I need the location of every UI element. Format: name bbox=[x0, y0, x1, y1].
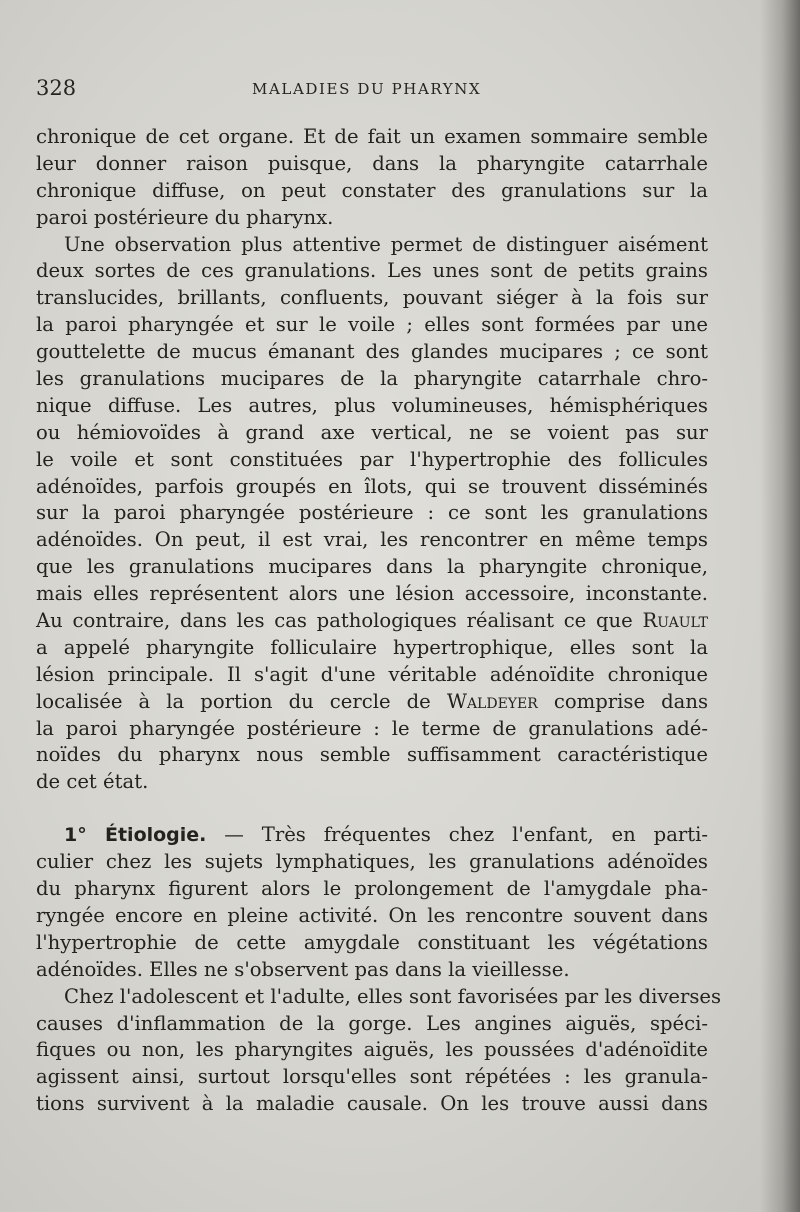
text-line: nique diffuse. Les autres, plus volumineuses, hémisphériques bbox=[36, 393, 708, 417]
paragraph-2 bbox=[36, 232, 708, 797]
page-number: 328 bbox=[36, 76, 77, 100]
text-line: agissent ainsi, surtout lorsqu'elles sont répétées : les granula- bbox=[36, 1065, 708, 1089]
text-line: ou hémiovoïdes à grand axe vertical, ne se voient pas sur bbox=[36, 420, 708, 444]
text-segment: localisée à la portion du cercle de bbox=[36, 689, 431, 713]
text-line: adénoïdes. Elles ne s'observent pas dans la vieillesse. bbox=[36, 957, 570, 981]
text-line: tions survivent à la maladie causale. On les trouve aussi dans bbox=[36, 1092, 708, 1116]
text-line: noïdes du pharynx nous semble suffisamment caractéristique bbox=[36, 743, 708, 767]
text-line: translucides, brillants, confluents, pouvant siéger à la fois sur bbox=[36, 286, 708, 310]
text-line: les granulations mucipares de la pharyngite catarrhale chro- bbox=[36, 367, 708, 391]
text-line: causes d'inflammation de la gorge. Les angines aiguës, spéci- bbox=[36, 1011, 708, 1035]
text-line: adénoïdes. On peut, il est vrai, les rencontrer en même temps bbox=[36, 528, 708, 552]
text-line: culier chez les sujets lymphatiques, les granulations adénoïdes bbox=[36, 850, 708, 874]
text-line: la paroi pharyngée postérieure : le terme de granulations adé- bbox=[36, 716, 708, 740]
text-line bbox=[36, 822, 708, 849]
text-line: chronique de cet organe. Et de fait un examen sommaire semble bbox=[36, 125, 708, 148]
text-line: chronique diffuse, on peut constater des granulations sur la bbox=[36, 178, 708, 202]
text-line: gouttelette de mucus émanant des glandes mucipares ; ce sont bbox=[36, 340, 708, 364]
text-line: ryngée encore en pleine activité. On les rencontre souvent dans bbox=[36, 903, 708, 927]
text-segment: — Très fréquentes chez l'enfant, en parti- bbox=[224, 823, 708, 847]
author-name-ruault: Ruault bbox=[642, 609, 708, 633]
text-line: sur la paroi pharyngée postérieure : ce sont les granulations bbox=[36, 501, 708, 525]
body-text bbox=[36, 124, 722, 1118]
text-line: la paroi pharyngée et sur le voile ; elles sont formées par une bbox=[36, 313, 708, 337]
text-line: leur donner raison puisque, dans la pharyngite catarrhale bbox=[36, 151, 708, 175]
text-line: de cet état. bbox=[36, 770, 149, 794]
paragraph-1 bbox=[36, 124, 708, 232]
text-line: Une observation plus attentive permet de distinguer aisément bbox=[64, 232, 708, 256]
text-line: a appelé pharyngite folliculaire hypertrophique, elles sont la bbox=[36, 635, 708, 659]
text-line: du pharynx figurent alors le prolongement de l'amygdale pha- bbox=[36, 877, 708, 901]
author-name-waldeyer: Waldeyer bbox=[446, 689, 538, 713]
text-line: fiques ou non, les pharyngites aiguës, les poussées d'adénoïdite bbox=[36, 1038, 708, 1062]
running-head bbox=[36, 76, 706, 106]
text-segment: comprise dans bbox=[553, 689, 708, 713]
page-spine-shadow bbox=[760, 0, 800, 1212]
running-title: MALADIES DU PHARYNX bbox=[252, 80, 482, 98]
text-line: Chez l'adolescent et l'adulte, elles sont favorisées par les diverses bbox=[64, 984, 722, 1008]
text-line: paroi postérieure du pharynx. bbox=[36, 205, 334, 229]
paragraph-4 bbox=[36, 984, 722, 1118]
text-line bbox=[36, 689, 708, 716]
text-line: l'hypertrophie de cette amygdale constituant les végétations bbox=[36, 930, 708, 954]
text-line: deux sortes de ces granulations. Les unes sont de petits grains bbox=[36, 259, 708, 283]
text-line: mais elles représentent alors une lésion accessoire, inconstante. bbox=[36, 582, 708, 606]
text-line bbox=[36, 608, 708, 635]
text-segment: Au contraire, dans les cas pathologiques réalisant ce que bbox=[36, 609, 633, 633]
section-spacer bbox=[36, 796, 708, 822]
text-line: que les granulations mucipares dans la pharyngite chronique, bbox=[36, 555, 708, 579]
text-line: lésion principale. Il s'agit d'une véritable adénoïdite chronique bbox=[36, 662, 708, 686]
paragraph-3 bbox=[36, 822, 708, 983]
section-heading-etiologie: 1° Étiologie. bbox=[64, 824, 207, 847]
text-line: le voile et sont constituées par l'hypertrophie des follicules bbox=[36, 447, 708, 471]
text-line: adénoïdes, parfois groupés en îlots, qui se trouvent disséminés bbox=[36, 474, 708, 498]
